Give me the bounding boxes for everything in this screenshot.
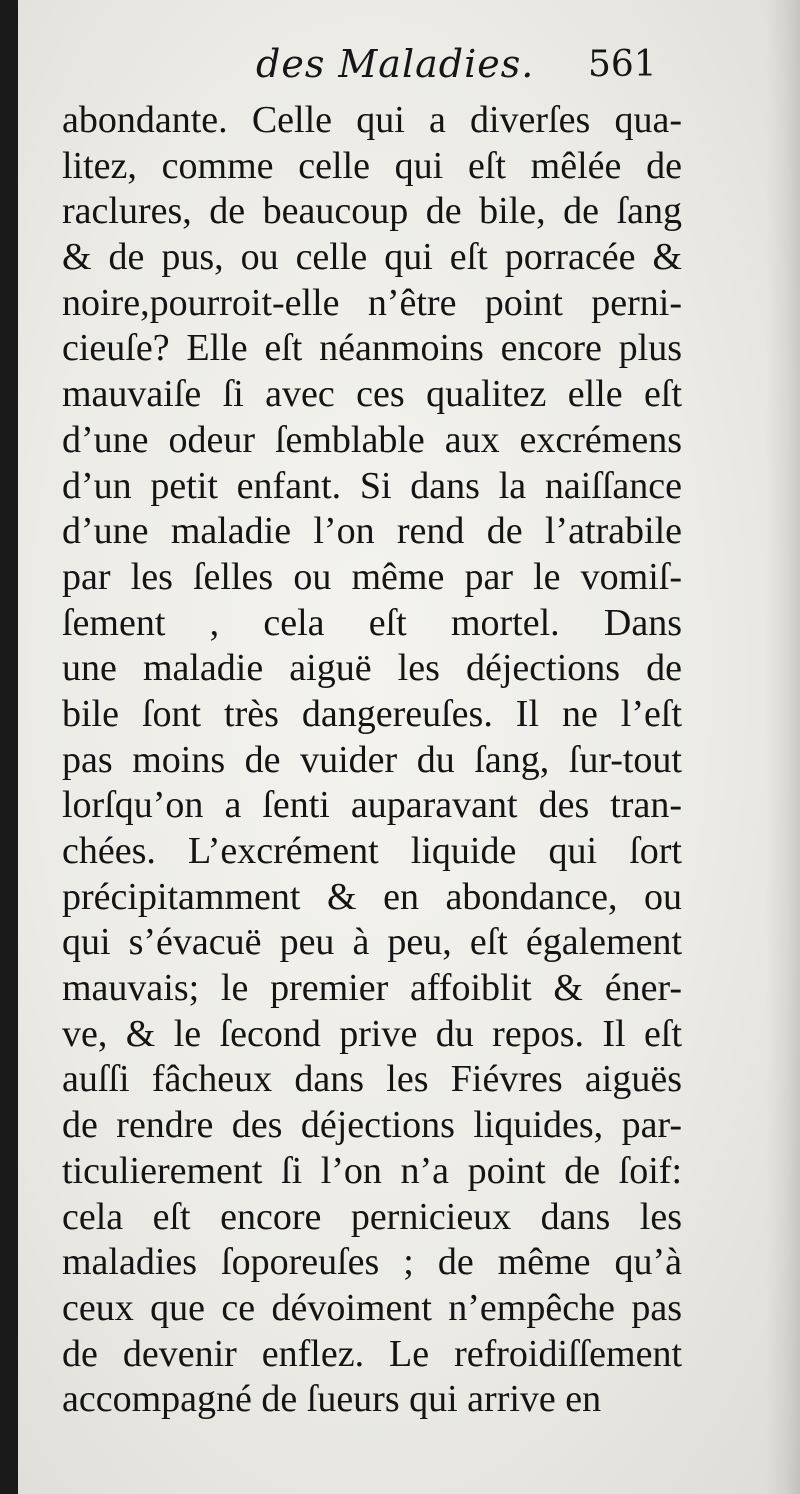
text-line: mauvais; le premier affoiblit & éner-	[62, 967, 682, 1010]
running-head	[18, 38, 800, 98]
text-line: d’une odeur ſemblable aux excrémens	[62, 418, 682, 461]
body-text	[62, 98, 682, 1423]
text-line: lorſqu’on a ſenti auparavant des tran-	[62, 784, 682, 827]
text-line: cieuſe? Elle eſt néanmoins encore plus	[62, 327, 682, 370]
page-number: 561	[588, 44, 657, 85]
text-line: ceux que ce dévoiment n’empêche pas	[62, 1286, 682, 1329]
text-line: par les ſelles ou même par le vomiſ-	[62, 555, 682, 598]
text-line: accompagné de ſueurs qui arrive en	[62, 1378, 602, 1421]
text-line: d’un petit enfant. Si dans la naiſſance	[62, 464, 682, 507]
text-line: ve, & le ſecond prive du repos. Il eſt	[62, 1012, 682, 1055]
text-line: une maladie aiguë les déjections de	[62, 647, 682, 690]
running-title: des Maladies.	[256, 42, 535, 86]
text-line: litez, comme celle qui eſt mêlée de	[62, 144, 682, 187]
text-line: ticulierement ſi l’on n’a point de ſoif:	[62, 1149, 682, 1192]
text-line: de devenir enflez. Le refroidiſſement	[62, 1332, 682, 1375]
text-line: ſement , cela eſt mortel. Dans	[62, 601, 682, 644]
text-line: maladies ſoporeuſes ; de même qu’à	[62, 1241, 682, 1284]
text-line: cela eſt encore pernicieux dans les	[62, 1195, 682, 1238]
text-line: pas moins de vuider du ſang, ſur-tout	[62, 738, 682, 781]
text-line: noire,pourroit-elle n’être point perni-	[62, 281, 682, 324]
page-edge-shadow	[766, 0, 800, 1494]
text-line: précipitamment & en abondance, ou	[62, 875, 682, 918]
text-line: abondante. Celle qui a diverſes qua-	[62, 99, 682, 141]
text-line: auſſi fâcheux dans les Fiévres aiguës	[62, 1058, 682, 1101]
text-line: raclures, de beaucoup de bile, de ſang	[62, 190, 682, 233]
text-line: bile ſont très dangereuſes. Il ne l’eſt	[62, 692, 682, 735]
text-line: chées. L’excrément liquide qui ſort	[62, 830, 682, 872]
text-line: de rendre des déjections liquides, par-	[62, 1104, 682, 1147]
book-page	[18, 0, 800, 1494]
text-line: qui s’évacuë peu à peu, eſt également	[62, 921, 682, 964]
text-line: & de pus, ou celle qui eſt porracée &	[62, 236, 682, 279]
text-line: mauvaiſe ſi avec ces qualitez elle eſt	[62, 373, 682, 416]
text-line: d’une maladie l’on rend de l’atrabile	[62, 510, 682, 553]
